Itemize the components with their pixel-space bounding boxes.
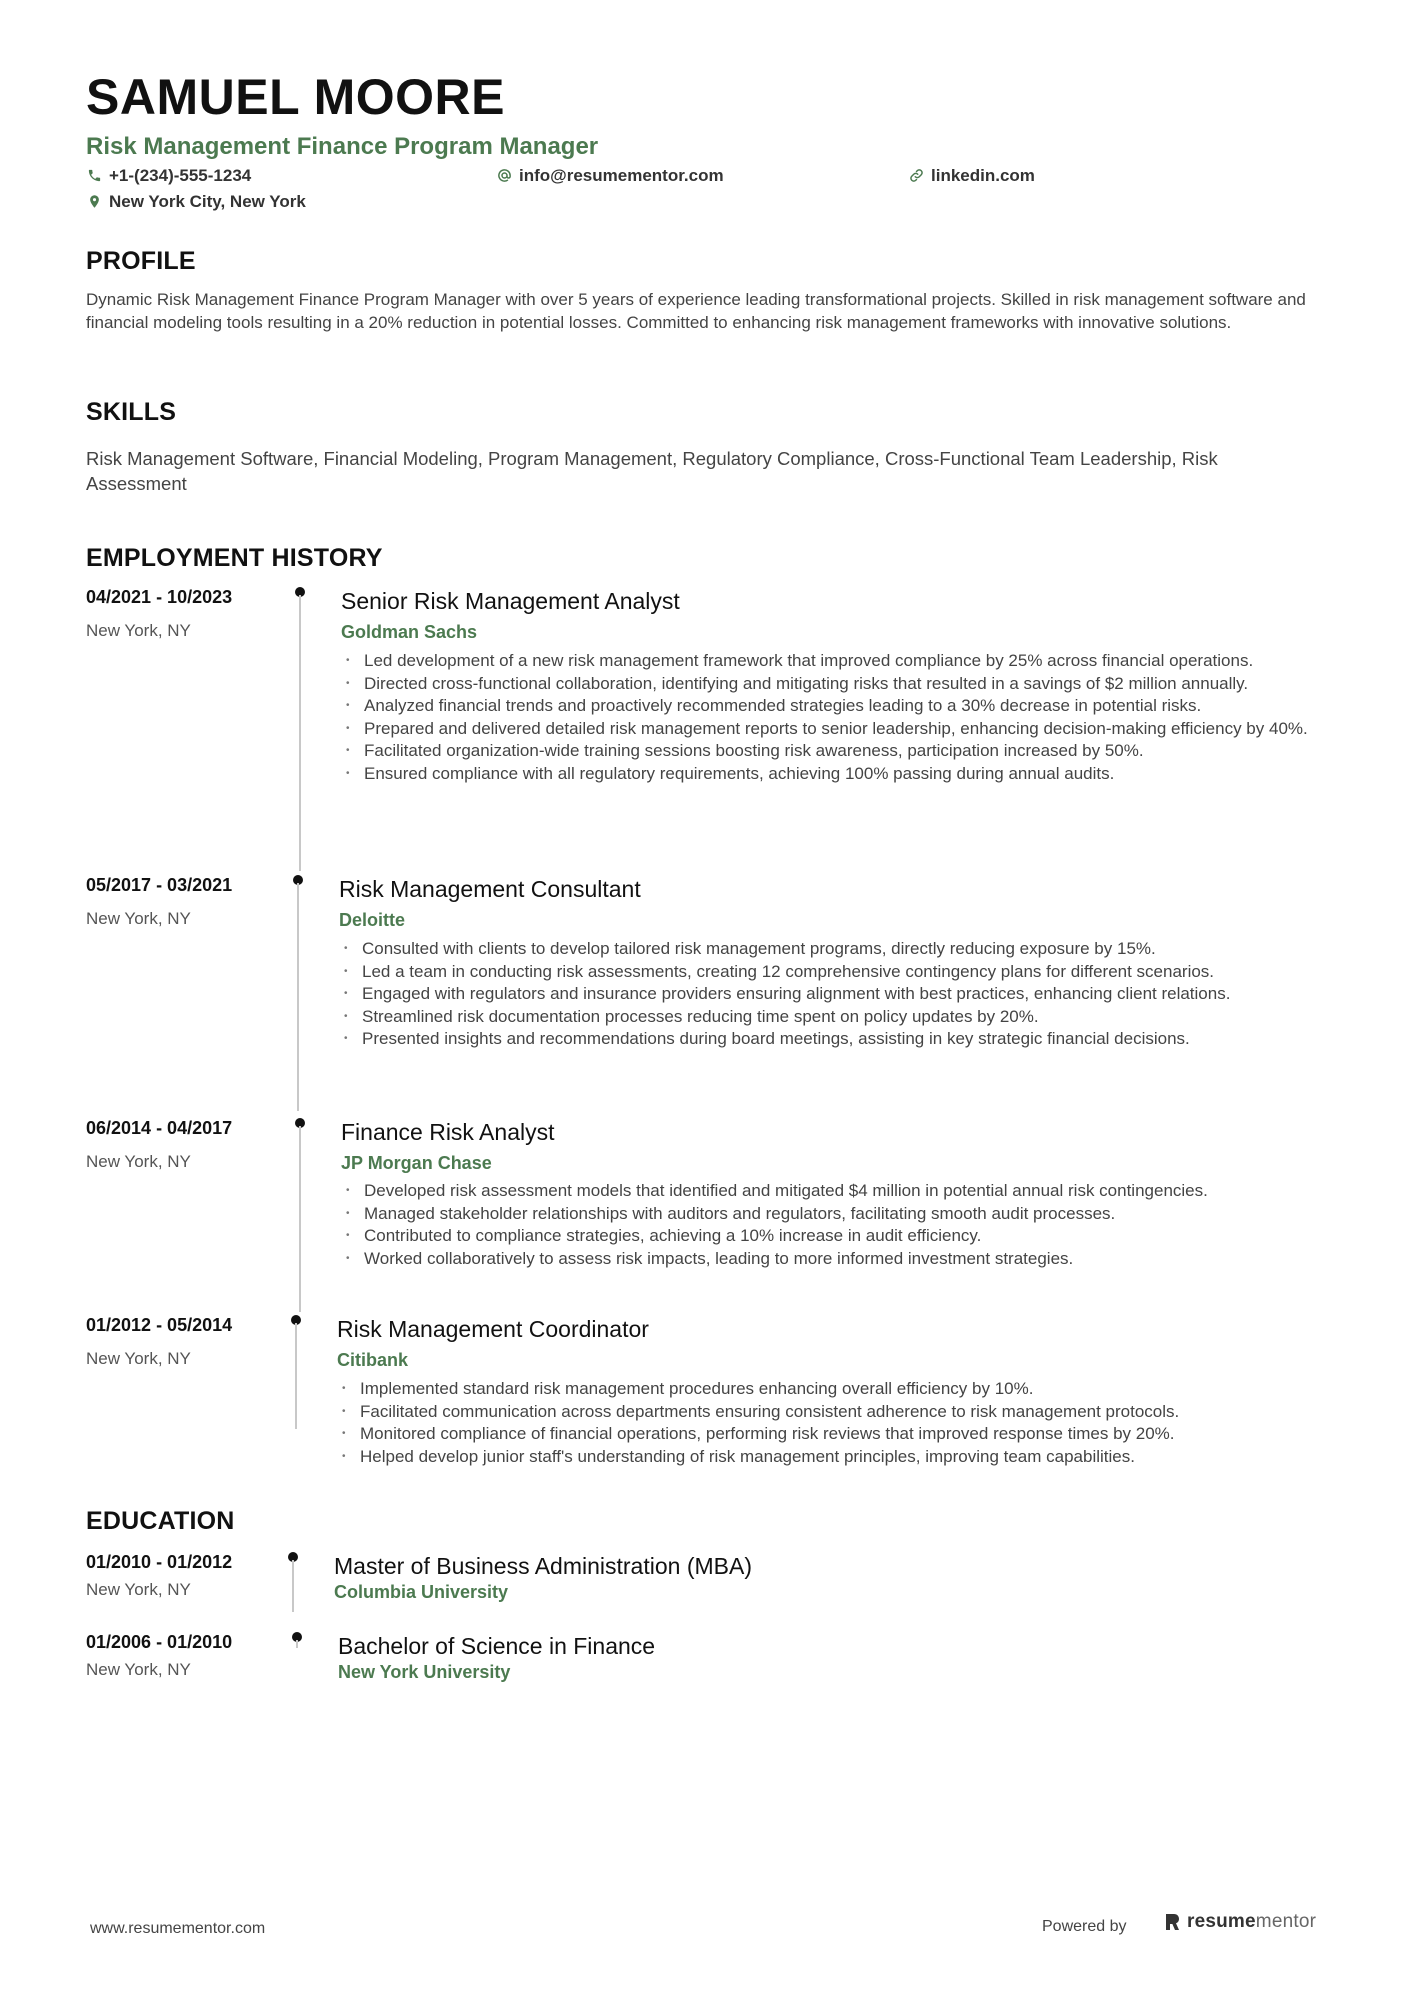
job-bullets (338, 1378, 1338, 1468)
bullet-item: • Contributed to compliance strategies, achieving a 10% increase in audit efficiency. (342, 1225, 1342, 1248)
degree-name: Bachelor of Science in Finance (338, 1633, 656, 1659)
entry-dates: 01/2012 - 05/2014 (86, 1315, 233, 1335)
brand-name (1187, 1911, 1316, 1933)
powered-by-label: Powered by (1042, 1918, 1127, 1935)
profile-text: Dynamic Risk Management Finance Program Manager with over 5 years of experience leading transformational projects. Skilled in risk management software and financial modeling tools resulting in a 20% reduction in potential losses. Committed to enhancing risk management frameworks with innovative solutions. (86, 290, 1306, 332)
timeline-line (299, 1126, 301, 1312)
bullet-item: • Helped develop junior staff's understanding of risk management principles, improving team capabilities. (338, 1446, 1338, 1469)
degree-name: Master of Business Administration (MBA) (334, 1553, 752, 1579)
resumementor-logo-icon (1164, 1912, 1182, 1932)
map-pin-icon (86, 194, 102, 210)
contact-linkedin (908, 167, 1035, 184)
job-bullets (342, 1180, 1342, 1270)
bullet-item: • Presented insights and recommendations during board meetings, assisting in key strategic financial decisions. (340, 1028, 1340, 1051)
employment-heading: EMPLOYMENT HISTORY (86, 544, 383, 572)
bullet-item: • Analyzed financial trends and proactively recommended strategies leading to a 30% decrease in potential risks. (342, 695, 1342, 718)
brand-name-part-1: resume (1187, 1911, 1256, 1932)
job-role: Senior Risk Management Analyst (341, 588, 680, 614)
at-icon (496, 168, 512, 184)
job-role: Risk Management Consultant (339, 876, 641, 902)
bullet-item: • Facilitated organization-wide training sessions boosting risk awareness, participation increased by 50%. (342, 740, 1342, 763)
timeline-line (292, 1560, 294, 1612)
bullet-item: • Managed stakeholder relationships with auditors and regulators, facilitating smooth audit processes. (342, 1203, 1342, 1226)
bullet-item: • Ensured compliance with all regulatory requirements, achieving 100% passing during annual audits. (342, 763, 1342, 786)
bullet-item: • Engaged with regulators and insurance providers ensuring alignment with best practices, enhancing client relations. (340, 983, 1340, 1006)
bullet-item: • Led development of a new risk management framework that improved compliance by 25% across financial operations. (342, 650, 1342, 673)
candidate-name: SAMUEL MOORE (86, 69, 505, 125)
skills-text: Risk Management Software, Financial Modeling, Program Management, Regulatory Compliance, Cross-Functional Team Leadership, Risk Assessment (86, 448, 1218, 494)
bullet-item: • Developed risk assessment models that identified and mitigated $4 million in potential annual risk contingencies. (342, 1180, 1342, 1203)
job-role: Risk Management Coordinator (337, 1316, 649, 1342)
job-bullets (340, 938, 1340, 1051)
company-name: Goldman Sachs (341, 622, 478, 642)
school-name: Columbia University (334, 1582, 509, 1602)
entry-location: New York, NY (86, 1152, 191, 1171)
bullet-item: • Worked collaboratively to assess risk impacts, leading to more informed investment strategies. (342, 1248, 1342, 1271)
entry-dates: 05/2017 - 03/2021 (86, 875, 233, 895)
job-role: Finance Risk Analyst (341, 1119, 555, 1145)
entry-dates: 06/2014 - 04/2017 (86, 1118, 233, 1138)
footer-website[interactable]: www.resumementor.com (90, 1920, 266, 1937)
company-name: Deloitte (339, 910, 406, 930)
candidate-title: Risk Management Finance Program Manager (86, 133, 599, 160)
link-icon (908, 168, 924, 184)
entry-location: New York, NY (86, 1580, 191, 1599)
bullet-item: • Prepared and delivered detailed risk management reports to senior leadership, enhancing decision-making efficiency by 40%. (342, 718, 1342, 741)
bullet-item: • Led a team in conducting risk assessments, creating 12 comprehensive contingency plans for different scenarios. (340, 961, 1340, 984)
contact-location (86, 193, 306, 210)
contact-phone (86, 167, 251, 184)
profile-heading: PROFILE (86, 247, 196, 275)
education-heading: EDUCATION (86, 1507, 235, 1535)
timeline-line (297, 883, 299, 1111)
job-bullets (342, 650, 1342, 785)
timeline-line (299, 595, 301, 871)
linkedin-text[interactable]: linkedin.com (931, 166, 1035, 185)
school-name: New York University (338, 1662, 511, 1682)
timeline-line (296, 1640, 298, 1648)
brand-name-part-2: mentor (1255, 1911, 1317, 1932)
entry-dates: 04/2021 - 10/2023 (86, 587, 233, 607)
company-name: JP Morgan Chase (341, 1153, 492, 1173)
email-text[interactable]: info@resumementor.com (519, 166, 724, 185)
bullet-item: • Facilitated communication across departments ensuring consistent adherence to risk management protocols. (338, 1401, 1338, 1424)
bullet-item: • Streamlined risk documentation processes reducing time spent on policy updates by 20%. (340, 1006, 1340, 1029)
entry-dates: 01/2010 - 01/2012 (86, 1552, 233, 1572)
brand-logo[interactable] (1164, 1911, 1316, 1933)
location-text: New York City, New York (109, 192, 306, 211)
timeline-line (295, 1323, 297, 1429)
skills-heading: SKILLS (86, 398, 177, 426)
entry-location: New York, NY (86, 1660, 191, 1679)
bullet-item: • Monitored compliance of financial operations, performing risk reviews that improved response times by 20%. (338, 1423, 1338, 1446)
phone-icon (86, 168, 102, 184)
bullet-item: • Implemented standard risk management procedures enhancing overall efficiency by 10%. (338, 1378, 1338, 1401)
entry-location: New York, NY (86, 1349, 191, 1368)
company-name: Citibank (337, 1350, 409, 1370)
entry-dates: 01/2006 - 01/2010 (86, 1632, 233, 1652)
bullet-item: • Directed cross-functional collaboration, identifying and mitigating risks that resulted in a savings of $2 million annually. (342, 673, 1342, 696)
entry-location: New York, NY (86, 909, 191, 928)
contact-email (496, 167, 724, 184)
phone-text[interactable]: +1-(234)-555-1234 (109, 166, 252, 185)
bullet-item: • Consulted with clients to develop tailored risk management programs, directly reducing exposure by 15%. (340, 938, 1340, 961)
entry-location: New York, NY (86, 621, 191, 640)
